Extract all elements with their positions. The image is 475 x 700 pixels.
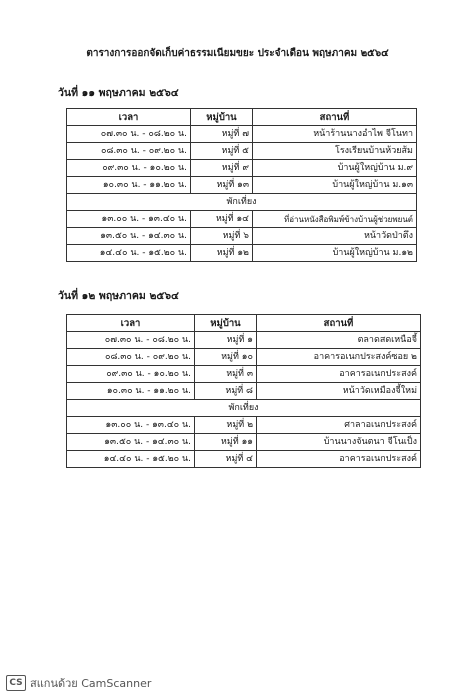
time-cell: ๑๐.๓๐ น. - ๑๑.๒๐ น. <box>67 383 195 400</box>
day1-schedule-table <box>66 108 417 262</box>
header-place: สถานที่ <box>253 109 417 126</box>
table-header-row <box>67 315 421 332</box>
place-cell: ที่อ่านหนังสือพิมพ์ข้างบ้านผู้ช่วยพยนต์ <box>253 211 417 228</box>
time-cell: ๑๓.๕๐ น. - ๑๔.๓๐ น. <box>67 434 195 451</box>
header-village: หมู่บ้าน <box>191 109 253 126</box>
time-cell: ๐๗.๓๐ น. - ๐๘.๒๐ น. <box>67 126 191 143</box>
time-cell: ๑๓.๐๐ น. - ๑๓.๔๐ น. <box>67 211 191 228</box>
time-cell: ๐๗.๓๐ น. - ๐๘.๒๐ น. <box>67 332 195 349</box>
header-village: หมู่บ้าน <box>195 315 257 332</box>
day2-heading: วันที่ ๑๒ พฤษภาคม ๒๕๖๔ <box>58 290 179 302</box>
table-row <box>67 332 421 349</box>
village-cell: หมู่ที่ ๗ <box>191 126 253 143</box>
place-cell: หน้าร้านนางอำไพ จีโนทา <box>253 126 417 143</box>
village-cell: หมู่ที่ ๕ <box>191 143 253 160</box>
table-row <box>67 417 421 434</box>
time-cell: ๐๘.๓๐ น. - ๐๙.๒๐ น. <box>67 349 195 366</box>
table-row <box>67 228 417 245</box>
table-row <box>67 126 417 143</box>
village-cell: หมู่ที่ ๙ <box>191 160 253 177</box>
header-place: สถานที่ <box>257 315 421 332</box>
table-row <box>67 245 417 262</box>
village-cell: หมู่ที่ ๓ <box>195 366 257 383</box>
place-cell: หน้าวัดป่าตึง <box>253 228 417 245</box>
time-cell: ๐๙.๓๐ น. - ๑๐.๒๐ น. <box>67 160 191 177</box>
village-cell: หมู่ที่ ๑๓ <box>191 177 253 194</box>
village-cell: หมู่ที่ ๔ <box>195 451 257 468</box>
place-cell: บ้านนางจันตนา จีโนเป็ง <box>257 434 421 451</box>
place-cell: บ้านผู้ใหญ่บ้าน ม.๙ <box>253 160 417 177</box>
lunch-break-cell: พักเที่ยง <box>67 194 417 211</box>
day1-heading: วันที่ ๑๑ พฤษภาคม ๒๕๖๔ <box>58 87 179 99</box>
table-row <box>67 143 417 160</box>
table-row <box>67 177 417 194</box>
time-cell: ๑๓.๕๐ น. - ๑๔.๓๐ น. <box>67 228 191 245</box>
place-cell: บ้านผู้ใหญ่บ้าน ม.๑๒ <box>253 245 417 262</box>
village-cell: หมู่ที่ ๑ <box>195 332 257 349</box>
place-cell: โรงเรียนบ้านห้วยส้ม <box>253 143 417 160</box>
header-time: เวลา <box>67 109 191 126</box>
document-title: ตารางการออกจัดเก็บค่าธรรมเนียมขยะ ประจำเดือน พฤษภาคม ๒๕๖๔ <box>86 48 389 59</box>
table-row <box>67 160 417 177</box>
time-cell: ๐๘.๓๐ น. - ๐๙.๒๐ น. <box>67 143 191 160</box>
table-row <box>67 211 417 228</box>
time-cell: ๑๔.๔๐ น. - ๑๕.๒๐ น. <box>67 451 195 468</box>
table-header-row <box>67 109 417 126</box>
place-cell: บ้านผู้ใหญ่บ้าน ม.๑๓ <box>253 177 417 194</box>
place-cell: หน้าวัดเหมืองจี้ใหม่ <box>257 383 421 400</box>
village-cell: หมู่ที่ ๘ <box>195 383 257 400</box>
place-cell: ตลาดสดเหนือจี้ <box>257 332 421 349</box>
village-cell: หมู่ที่ ๑๔ <box>191 211 253 228</box>
time-cell: ๑๔.๔๐ น. - ๑๕.๒๐ น. <box>67 245 191 262</box>
village-cell: หมู่ที่ ๖ <box>191 228 253 245</box>
time-cell: ๑๓.๐๐ น. - ๑๓.๔๐ น. <box>67 417 195 434</box>
time-cell: ๐๙.๓๐ น. - ๑๐.๒๐ น. <box>67 366 195 383</box>
table-row <box>67 383 421 400</box>
table-row <box>67 451 421 468</box>
day2-schedule-table <box>66 314 421 468</box>
place-cell: ศาลาอเนกประสงค์ <box>257 417 421 434</box>
watermark-text: สแกนด้วย CamScanner <box>30 677 152 690</box>
time-cell: ๑๐.๓๐ น. - ๑๑.๒๐ น. <box>67 177 191 194</box>
village-cell: หมู่ที่ ๑๑ <box>195 434 257 451</box>
table-row <box>67 434 421 451</box>
village-cell: หมู่ที่ ๑๐ <box>195 349 257 366</box>
header-time: เวลา <box>67 315 195 332</box>
scanner-watermark <box>6 674 151 692</box>
village-cell: หมู่ที่ ๒ <box>195 417 257 434</box>
camscanner-logo-icon: CS <box>6 675 26 691</box>
lunch-break-cell: พักเที่ยง <box>67 400 421 417</box>
village-cell: หมู่ที่ ๑๒ <box>191 245 253 262</box>
lunch-break-row <box>67 400 421 417</box>
place-cell: อาคารอเนกประสงค์ <box>257 451 421 468</box>
table-row <box>67 349 421 366</box>
lunch-break-row <box>67 194 417 211</box>
place-cell: อาคารอเนกประสงค์ <box>257 366 421 383</box>
table-row <box>67 366 421 383</box>
place-cell: อาคารอเนกประสงค์ซอย ๒ <box>257 349 421 366</box>
